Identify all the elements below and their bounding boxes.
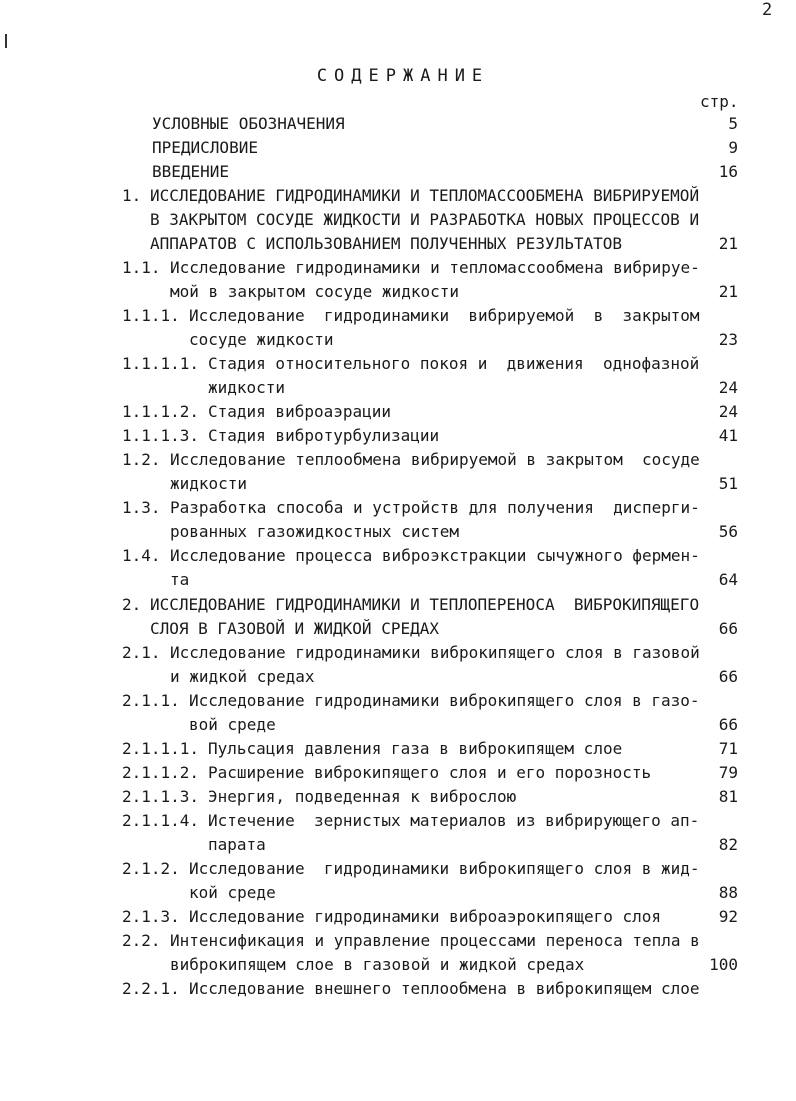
toc-entry-page: 64	[718, 570, 738, 589]
toc-entry-number: 2.1.1.3.	[122, 787, 200, 806]
toc-entry-text: Исследование процесса виброэкстракции сычужного фермен-	[170, 546, 700, 565]
toc-entry-text: Исследование внешнего теплообмена в виброкипящем слое	[189, 979, 700, 998]
toc-entry-text: виброкипящем слое в газовой и жидкой средах	[170, 955, 585, 974]
toc-entry-text: сосуде жидкости	[189, 330, 334, 349]
toc-entry-text: ВВЕДЕНИЕ	[152, 162, 230, 181]
toc-entry-text: Исследование гидродинамики виброаэрокипящего слоя	[189, 907, 662, 926]
toc-entry-text: и жидкой средах	[170, 667, 315, 686]
toc-entry-page: 23	[718, 330, 738, 349]
toc-entry-text: Интенсификация и управление процессами переноса тепла в	[170, 931, 700, 950]
toc-entry-page: 66	[718, 619, 738, 638]
toc-entry-number: 2.1.1.1.	[122, 739, 200, 758]
toc-entry-number: 2.1.	[122, 643, 161, 662]
toc-entry-page: 24	[718, 402, 738, 421]
toc-entry-number: 2.2.1.	[122, 979, 180, 998]
toc-entry-text: Исследование гидродинамики виброкипящего слоя в жид-	[189, 859, 700, 878]
toc-entry-number: 1.	[122, 186, 142, 205]
toc-entry-text: Расширение виброкипящего слоя и его порозность	[208, 763, 652, 782]
toc-title: СОДЕРЖАНИЕ	[316, 66, 490, 86]
page-column-label: стр.	[700, 92, 739, 111]
toc-entry-text: АППАРАТОВ С ИСПОЛЬЗОВАНИЕМ ПОЛУЧЕННЫХ РЕЗУЛЬТАТОВ	[150, 234, 623, 253]
toc-entry-text: парата	[208, 835, 266, 854]
scan-edge-mark	[5, 34, 7, 48]
toc-entry-page: 100	[709, 955, 738, 974]
toc-entry-text: В ЗАКРЫТОМ СОСУДЕ ЖИДКОСТИ И РАЗРАБОТКА НОВЫХ ПРОЦЕССОВ И	[150, 210, 700, 229]
toc-entry-text: Исследование теплообмена вибрируемой в закрытом сосуде	[170, 450, 700, 469]
toc-entry-text: Исследование гидродинамики виброкипящего слоя в газовой	[170, 643, 700, 662]
toc-entry-text: кой среде	[189, 883, 276, 902]
toc-entry-text: та	[170, 570, 190, 589]
toc-entry-text: жидкости	[208, 378, 286, 397]
toc-entry-page: 56	[718, 522, 738, 541]
toc-entry-text: Стадия относительного покоя и движения однофазной	[208, 354, 700, 373]
toc-entry-number: 1.1.1.3.	[122, 426, 200, 445]
toc-entry-page: 79	[718, 763, 738, 782]
toc-entry-text: вой среде	[189, 715, 276, 734]
toc-entry-number: 1.2.	[122, 450, 161, 469]
toc-entry-page: 16	[718, 162, 738, 181]
toc-entry-page: 5	[728, 114, 738, 133]
toc-entry-page: 66	[718, 667, 738, 686]
toc-entry-text: ИССЛЕДОВАНИЕ ГИДРОДИНАМИКИ И ТЕПЛОМАССООБМЕНА ВИБРИРУЕМОЙ	[150, 186, 700, 205]
toc-entry-page: 24	[718, 378, 738, 397]
toc-entry-text: СЛОЯ В ГАЗОВОЙ И ЖИДКОЙ СРЕДАХ	[150, 619, 439, 638]
toc-entry-text: Энергия, подведенная к виброслою	[208, 787, 517, 806]
toc-entry-text: Исследование гидродинамики виброкипящего слоя в газо-	[189, 691, 700, 710]
toc-entry-page: 66	[718, 715, 738, 734]
toc-entry-text: Разработка способа и устройств для получения дисперги-	[170, 498, 700, 517]
toc-entry-text: ПРЕДИСЛОВИЕ	[152, 138, 258, 157]
toc-entry-text: Исследование гидродинамики вибрируемой в закрытом	[189, 306, 700, 325]
toc-entry-number: 1.4.	[122, 546, 161, 565]
toc-entry-page: 41	[718, 426, 738, 445]
toc-entry-number: 1.1.	[122, 258, 161, 277]
toc-entry-page: 88	[718, 883, 738, 902]
toc-entry-number: 1.1.1.	[122, 306, 180, 325]
toc-entry-text: Исследование гидродинамики и тепломассообмена вибрируе-	[170, 258, 700, 277]
toc-entry-number: 1.3.	[122, 498, 161, 517]
toc-entry-number: 2.1.1.	[122, 691, 180, 710]
toc-entry-number: 2.	[122, 595, 142, 614]
toc-entry-text: жидкости	[170, 474, 248, 493]
page-number: 2	[762, 0, 773, 20]
toc-entry-page: 81	[718, 787, 738, 806]
toc-entry-text: Истечение зернистых материалов из вибрирующего ап-	[208, 811, 700, 830]
toc-entry-text: мой в закрытом сосуде жидкости	[170, 282, 459, 301]
toc-entry-number: 2.1.1.2.	[122, 763, 200, 782]
toc-entry-text: УСЛОВНЫЕ ОБОЗНАЧЕНИЯ	[152, 114, 345, 133]
toc-entry-text: ИССЛЕДОВАНИЕ ГИДРОДИНАМИКИ И ТЕПЛОПЕРЕНОСА ВИБРОКИПЯЩЕГО	[150, 595, 700, 614]
toc-entry-number: 1.1.1.2.	[122, 402, 200, 421]
toc-entry-page: 92	[718, 907, 738, 926]
toc-entry-page: 82	[718, 835, 738, 854]
toc-entry-page: 21	[718, 234, 738, 253]
toc-entry-text: Пульсация давления газа в виброкипящем слое	[208, 739, 623, 758]
toc-entry-text: рованных газожидкостных систем	[170, 522, 459, 541]
toc-entry-number: 1.1.1.1.	[122, 354, 200, 373]
toc-entry-text: Стадия виброаэрации	[208, 402, 392, 421]
toc-entry-page: 9	[728, 138, 738, 157]
toc-entry-number: 2.2.	[122, 931, 161, 950]
toc-entry-number: 2.1.1.4.	[122, 811, 200, 830]
toc-entry-text: Стадия вибротурбулизации	[208, 426, 440, 445]
toc-entry-page: 51	[718, 474, 738, 493]
toc-entry-page: 21	[718, 282, 738, 301]
toc-entry-page: 71	[718, 739, 738, 758]
toc-entry-number: 2.1.2.	[122, 859, 180, 878]
toc-entry-number: 2.1.3.	[122, 907, 180, 926]
